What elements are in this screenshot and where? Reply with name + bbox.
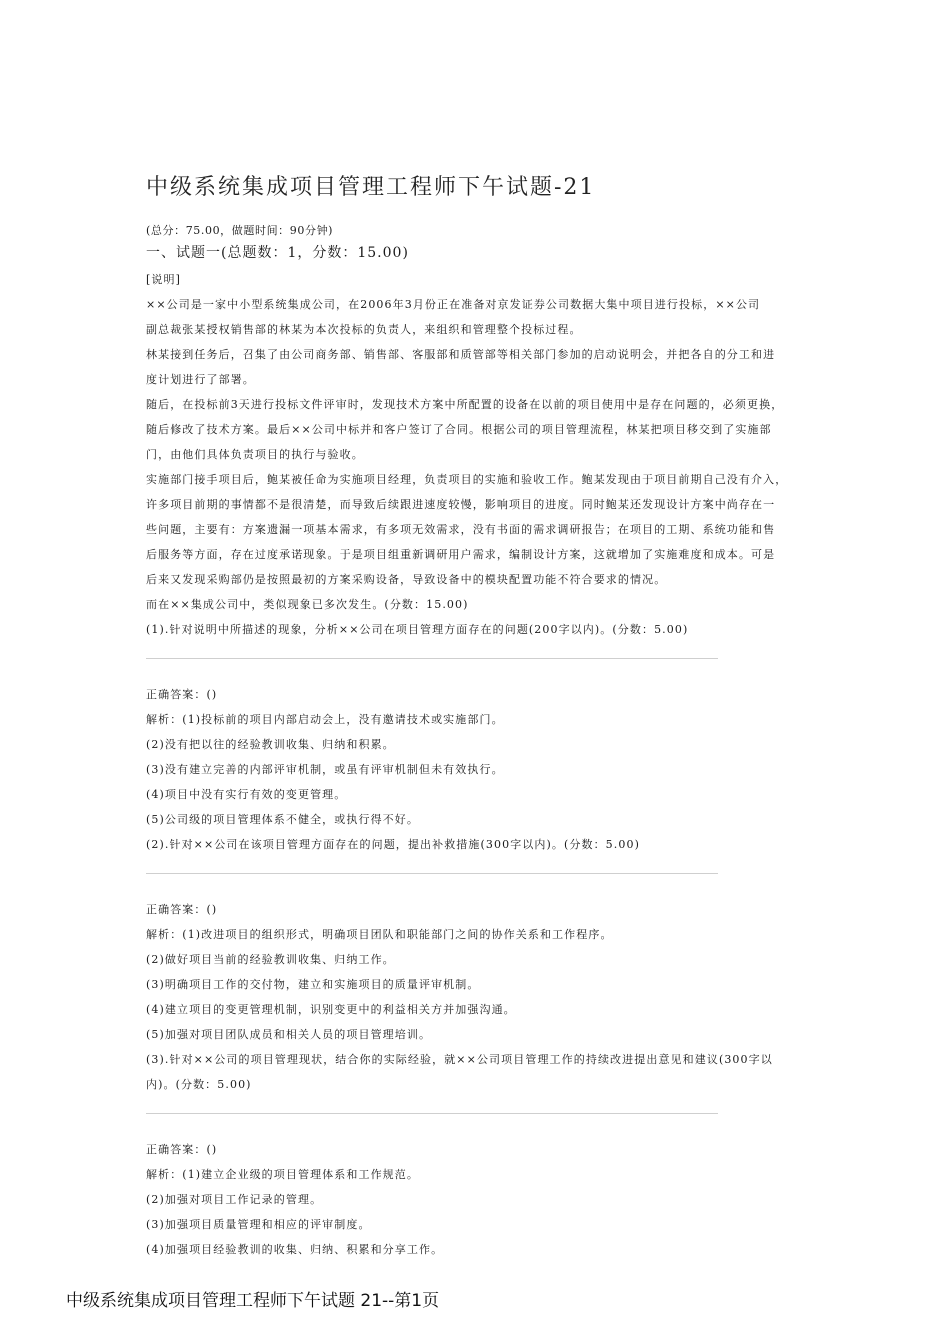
separator	[146, 857, 810, 897]
paragraph-line: 度计划进行了部署。	[146, 373, 255, 386]
answer-line: 解析：(1)建立企业级的项目管理体系和工作规范。	[146, 1168, 419, 1181]
paragraph-line: 后来又发现采购部仍是按照最初的方案采购设备，导致设备中的模块配置功能不符合要求的情况。	[146, 573, 667, 586]
exam-meta: (总分：75.00，做题时间：90分钟)	[146, 224, 334, 237]
paragraph-line: 些问题，主要有：方案遗漏一项基本需求，有多项无效需求，没有书面的需求调研报告；在项目的工期、系统功能和售	[146, 523, 776, 536]
question-3-cont: 内)。(分数：5.00)	[146, 1078, 252, 1091]
question-3: (3).针对××公司的项目管理现状，结合你的实际经验，就××公司项目管理工作的持续改进提出意见和建议(300字以	[146, 1053, 773, 1066]
question-2: (2).针对××公司在该项目管理方面存在的问题，提出补救措施(300字以内)。(分数：5.00)	[146, 838, 640, 851]
paragraph-line: 后服务等方面，存在过度承诺现象。于是项目组重新调研用户需求，编制设计方案，这就增加了实施难度和成本。可是	[146, 548, 776, 561]
page-title: 中级系统集成项目管理工程师下午试题-21	[146, 175, 596, 200]
question-1: (1).针对说明中所描述的现象，分析××公司在项目管理方面存在的问题(200字以内)。(分数：5.00)	[146, 623, 689, 636]
paragraph-line: 门，由他们具体负责项目的执行与验收。	[146, 448, 364, 461]
separator	[146, 1097, 810, 1137]
answer-line: (3)加强项目质量管理和相应的评审制度。	[146, 1218, 371, 1231]
answer-label: 正确答案：()	[146, 688, 218, 701]
answer-line: (4)建立项目的变更管理机制，识别变更中的利益相关方并加强沟通。	[146, 1003, 516, 1016]
paragraph-line: 随后修改了技术方案。最后××公司中标并和客户签订了合同。根据公司的项目管理流程，林某把项目移交到了实施部	[146, 423, 772, 436]
answer-line: (4)项目中没有实行有效的变更管理。	[146, 788, 347, 801]
answer-line: (5)加强对项目团队成员和相关人员的项目管理培训。	[146, 1028, 432, 1041]
answer-label: 正确答案：()	[146, 903, 218, 916]
paragraph-line: 林某接到任务后，召集了由公司商务部、销售部、客服部和质管部等相关部门参加的启动说明会，并把各自的分工和进	[146, 348, 776, 361]
answer-line: (5)公司级的项目管理体系不健全，或执行得不好。	[146, 813, 419, 826]
answer-label: 正确答案：()	[146, 1143, 218, 1156]
paragraph-line: 许多项目前期的事情都不是很清楚，而导致后续跟进速度较慢，影响项目的进度。同时鲍某还发现设计方案中尚存在一	[146, 498, 776, 511]
page-footer: 中级系统集成项目管理工程师下午试题 21--第1页	[66, 1291, 440, 1311]
answer-line: (3)没有建立完善的内部评审机制，或虽有评审机制但未有效执行。	[146, 763, 504, 776]
answer-line: (3)明确项目工作的交付物，建立和实施项目的质量评审机制。	[146, 978, 480, 991]
answer-line: (4)加强项目经验教训的收集、归纳、积累和分享工作。	[146, 1243, 444, 1256]
paragraph-line: ××公司是一家中小型系统集成公司，在2006年3月份正在准备对京发证券公司数据大集中项目进行投标，××公司	[146, 298, 761, 311]
answer-line: 解析：(1)改进项目的组织形式，明确项目团队和职能部门之间的协作关系和工作程序。	[146, 928, 613, 941]
separator	[146, 642, 810, 682]
answer-line: (2)做好项目当前的经验教训收集、归纳工作。	[146, 953, 395, 966]
intro-label: [说明]	[146, 273, 181, 286]
paragraph-line: 副总裁张某授权销售部的林某为本次投标的负责人，来组织和管理整个投标过程。	[146, 323, 582, 336]
document-body	[146, 221, 810, 1262]
paragraph-line: 实施部门接手项目后，鲍某被任命为实施项目经理，负责项目的实施和验收工作。鲍某发现由于项目前期自己没有介入，	[146, 473, 788, 486]
section-heading: 一、试题一(总题数：1，分数：15.00)	[146, 245, 409, 261]
answer-line: (2)没有把以往的经验教训收集、归纳和积累。	[146, 738, 395, 751]
paragraph-line: 而在××集成公司中，类似现象已多次发生。(分数：15.00)	[146, 598, 469, 611]
answer-line: 解析：(1)投标前的项目内部启动会上，没有邀请技术或实施部门。	[146, 713, 504, 726]
answer-line: (2)加强对项目工作记录的管理。	[146, 1193, 323, 1206]
paragraph-line: 随后，在投标前3天进行投标文件评审时，发现技术方案中所配置的设备在以前的项目使用中是存在问题的，必须更换，	[146, 398, 784, 411]
